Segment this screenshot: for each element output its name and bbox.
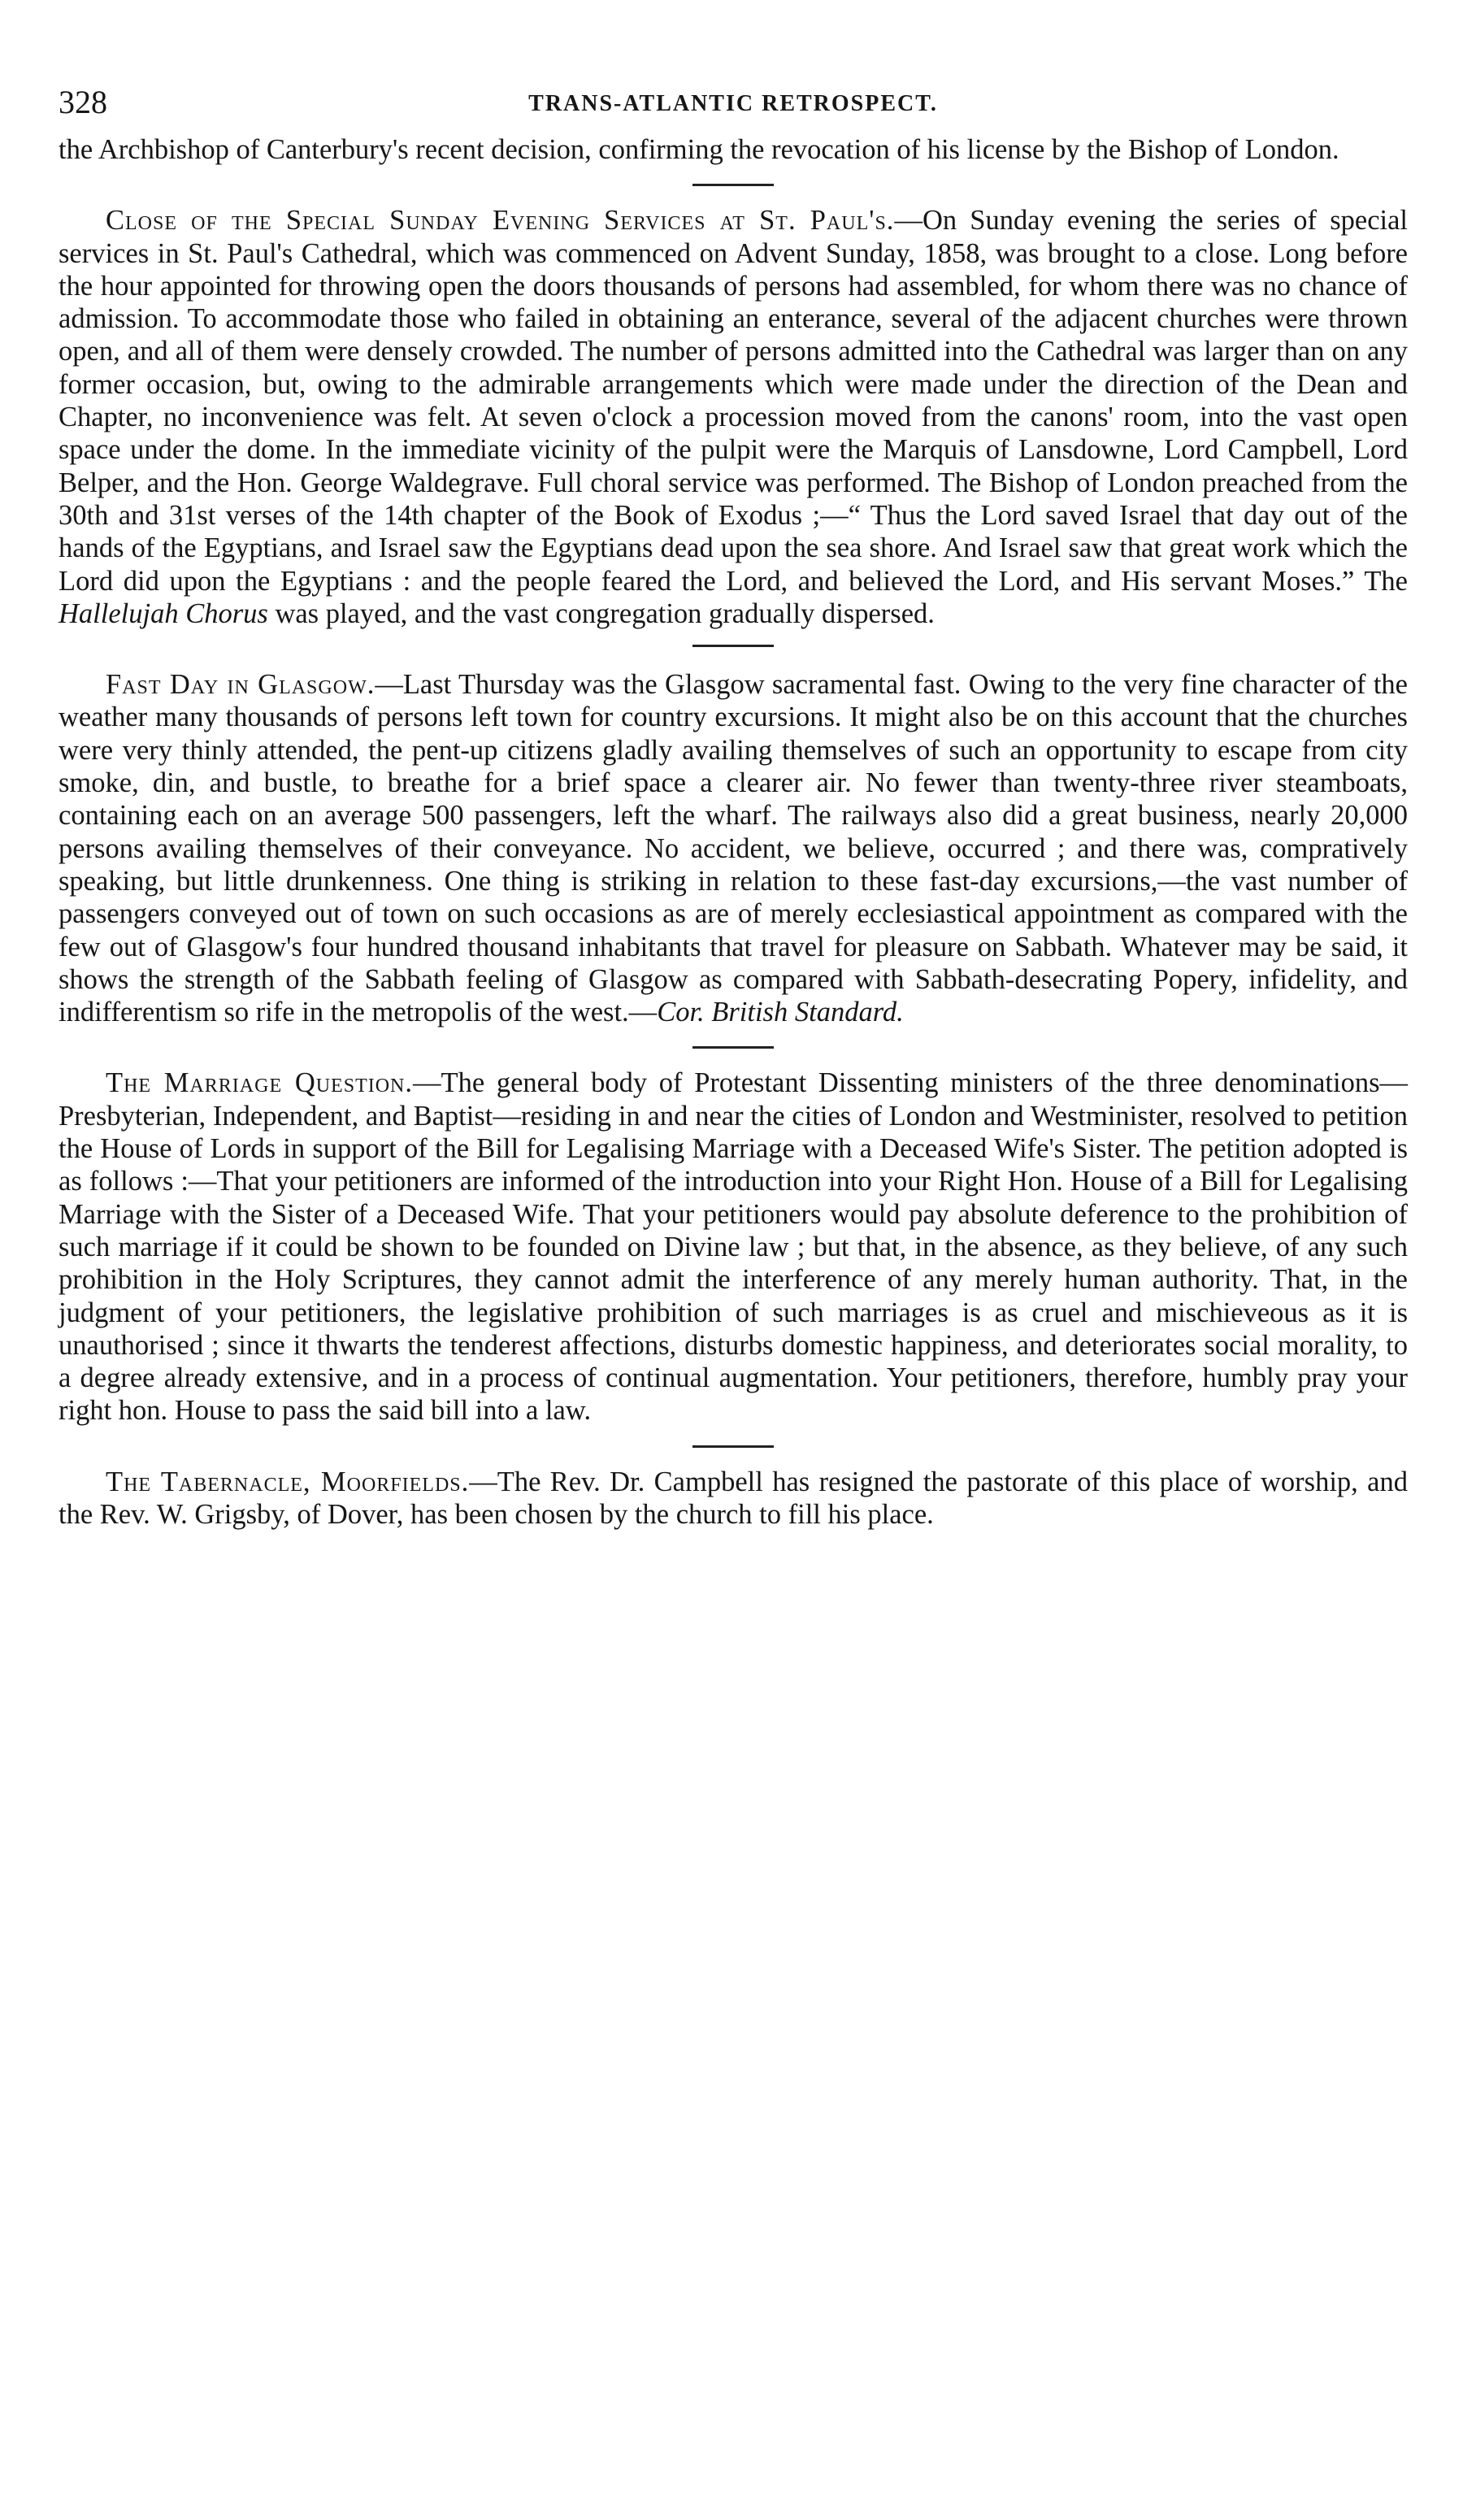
page (59, 81, 1408, 1531)
paragraph-continued (59, 133, 1408, 166)
section-divider (692, 645, 774, 647)
section-divider (692, 1445, 774, 1448)
page-number: 328 (59, 84, 107, 120)
page-header (59, 81, 1408, 130)
article-text: —The Rev. Dr. Campbell has resigned the pastorate of this place of worship, and the Rev. W. Grigsby, of Dover, has been chosen by the church to fill his place. (59, 1466, 1408, 1530)
article-heading: The Tabernacle, Moorfields. (106, 1466, 470, 1497)
running-title: TRANS-ATLANTIC RETROSPECT. (528, 91, 938, 116)
article-heading: The Marriage Question. (106, 1067, 414, 1099)
article-marriage-question (59, 1067, 1408, 1427)
article-italic-text: Hallelujah Chorus (59, 597, 268, 629)
article-text: —The general body of Protestant Dissenting ministers of the three denominations—Presbyterian, Independent, and Baptist—residing in and near the cities of London and Westminister, resolved to petition the House of Lords in support of the Bill for Legalising Marriage with a Deceased Wife's Sister. The petition adopted is as follows :—That your petitioners are informed of the introduction into your Right Hon. House of a Bill for Legalising Marriage with the Sister of a Deceased Wife. That your petitioners would pay absolute deference to the prohibition of such marriage if it could be shown to be founded on Divine law ; but that, in the absence, as they believe, of any such prohibition in the Holy Scriptures, they cannot admit the interference of any merely human authority. That, in the judgment of your petitioners, the legislative prohibition of such marriages is as cruel and mischieveous as it is unauthorised ; since it thwarts the tenderest affections, disturbs domestic happiness, and deteriorates social morality, to a degree already extensive, and in a process of continual augmentation. Your petitioners, therefore, humbly pray your right hon. House to pass the said bill into a law. (59, 1067, 1408, 1427)
paragraph-text: the Archbishop of Canterbury's recent decision, confirming the revocation of his license by the Bishop of London. (59, 134, 1339, 165)
article-tabernacle (59, 1466, 1408, 1532)
article-heading: Fast Day in Glasgow. (106, 669, 376, 701)
section-divider (692, 1046, 774, 1049)
article-text-end: was played, and the vast congregation gradually dispersed. (267, 597, 935, 629)
article-fast-day-glasgow (59, 668, 1408, 1028)
article-st-pauls (59, 204, 1408, 630)
article-text: —On Sunday evening the series of special services in St. Paul's Cathedral, which was commenced on Advent Sunday, 1858, was brought to a close. Long before the hour appointed for throwing open the doors thousands of persons had assembled, for whom there was no chance of admission. To accommodate those who failed in obtaining an enterance, several of the adjacent churches were thrown open, and all of them were densely crowded. The number of persons admitted into the Cathedral was larger than on any former occasion, but, owing to the admirable arrangements which were made under the direction of the Dean and Chapter, no inconvenience was felt. At seven o'clock a procession moved from the canons' room, into the vast open space under the dome. In the immediate vicinity of the pulpit were the Marquis of Lansdowne, Lord Campbell, Lord Belper, and the Hon. George Waldegrave. Full choral service was performed. The Bishop of London preached from the 30th and 31st verses of the 14th chapter of the Book of Exodus ;—“ Thus the Lord saved Israel that day out of the hands of the Egyptians, and Israel saw the Egyptians dead upon the sea shore. And Israel saw that great work which the Lord did upon the Egyptians : and the people feared the Lord, and believed the Lord, and His servant Moses.” The (59, 205, 1408, 597)
section-divider (692, 184, 774, 186)
article-heading: Close of the Special Sunday Evening Services at St. Paul's. (106, 205, 895, 237)
article-text: —Last Thursday was the Glasgow sacramental fast. Owing to the very fine character of the weather many thousands of persons left town for country excursions. It might also be on this account that the churches were very thinly attended, the pent-up citizens gladly availing themselves of such an opportunity to escape from city smoke, din, and bustle, to breathe for a brief space a clearer air. No fewer than twenty-three river steamboats, containing each on an average 500 passengers, left the wharf. The railways also did a great business, nearly 20,000 persons availing themselves of their conveyance. No accident, we believe, occurred ; and there was, compratively speaking, but little drunkenness. One thing is striking in relation to these fast-day excursions,—the vast number of passengers conveyed out of town on such occasions as are of merely ecclesiastical appointment as compared with the few out of Glasgow's four hundred thousand inhabitants that travel for pleasure on Sabbath. Whatever may be said, it shows the strength of the Sabbath feeling of Glasgow as compared with Sabbath-desecrating Popery, infidelity, and indifferentism so rife in the metropolis of the west.— (59, 669, 1408, 1028)
article-source: Cor. British Standard. (657, 997, 904, 1028)
